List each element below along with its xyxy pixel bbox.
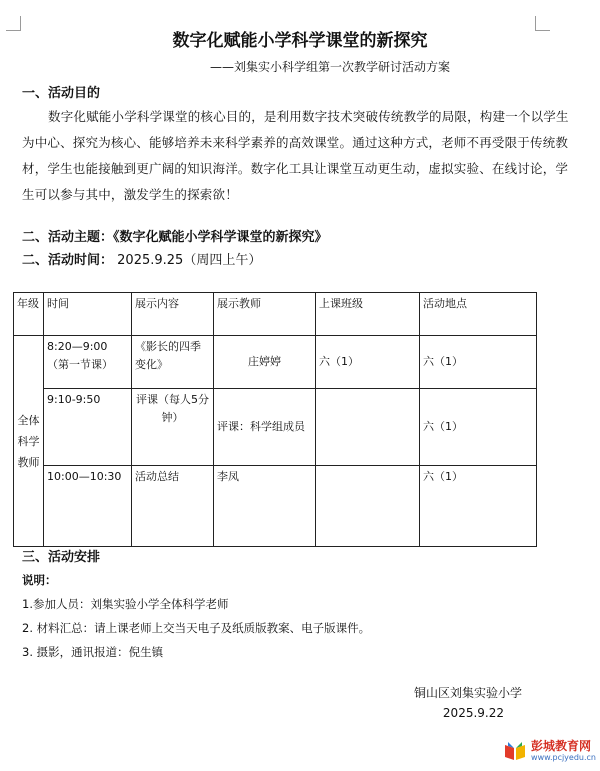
time-cell: 8:20—9:00（第一节课） (44, 336, 132, 389)
content-cell: 活动总结 (132, 466, 214, 547)
class-cell: 六（1） (316, 336, 420, 389)
header-place: 活动地点 (420, 293, 537, 336)
teacher-cell: 评课：科学组成员 (214, 389, 316, 466)
grade-cell: 全体科学教师 (14, 336, 44, 547)
class-cell (316, 466, 420, 547)
signature-date: 2025.9.22 (442, 706, 504, 720)
content-cell: 评课（每人5分钟） (132, 389, 214, 466)
table-row (14, 389, 537, 466)
teacher-cell: 庄婷婷 (214, 336, 316, 389)
header-grade: 年级 (14, 293, 44, 336)
table-row (14, 336, 537, 389)
place-cell: 六（1） (420, 336, 537, 389)
section-time-line (22, 249, 261, 268)
section-arrangement-heading: 三、活动安排 (22, 550, 101, 565)
time-cell: 10:00—10:30 (44, 466, 132, 547)
header-class: 上课班级 (316, 293, 420, 336)
doc-subtitle: ——刘集实小科学组第一次教学研讨活动方案 (209, 60, 450, 74)
watermark-logo (503, 739, 596, 763)
note-item: 3. 摄影，通讯报道：倪生镇 (22, 645, 164, 659)
table-row (14, 466, 537, 547)
header-time: 时间 (44, 293, 132, 336)
watermark-name: 彭城教育网 (531, 739, 592, 753)
section-time-label: 二、活动时间： (22, 253, 114, 268)
section-purpose-heading: 一、活动目的 (22, 86, 101, 101)
signature-org: 铜山区刘集实验小学 (413, 686, 522, 700)
watermark-url: www.pcjyedu.cn (531, 753, 596, 762)
class-cell (316, 389, 420, 466)
section-purpose-body: 数字化赋能小学科学课堂的核心目的，是利用数字技术突破传统教学的局限，构建一个以学生为中心、探究为核心、能够培养未来科学素养的高效课堂。通过这种方式，老师不再受限于传统教材，学生也能接触到更广阔的知识海洋。数字化工具让课堂互动更生动，虚拟实验、在线讨论，学生可以参与其中，激发学生的探索欲！ (22, 109, 569, 202)
teacher-cell: 李凤 (214, 466, 316, 547)
header-teacher: 展示教师 (214, 293, 316, 336)
schedule-table (13, 292, 537, 547)
note-item: 2. 材料汇总：请上课老师上交当天电子及纸质版教案、电子版课件。 (22, 621, 371, 635)
doc-title: 数字化赋能小学科学课堂的新探究 (172, 31, 428, 51)
content-cell: 《影长的四季变化》 (132, 336, 214, 389)
table-header-row (14, 293, 537, 336)
section-theme-heading: 二、活动主题：《数字化赋能小学科学课堂的新探究》 (22, 230, 328, 245)
book-icon (503, 739, 527, 763)
note-item: 1.参加人员：刘集实验小学全体科学老师 (22, 597, 229, 611)
time-cell: 9:10-9:50 (44, 389, 132, 466)
note-label: 说明： (22, 573, 57, 587)
section-time-value: 2025.9.25（周四上午） (117, 253, 262, 268)
place-cell: 六（1） (420, 389, 537, 466)
place-cell: 六（1） (420, 466, 537, 547)
header-content: 展示内容 (132, 293, 214, 336)
